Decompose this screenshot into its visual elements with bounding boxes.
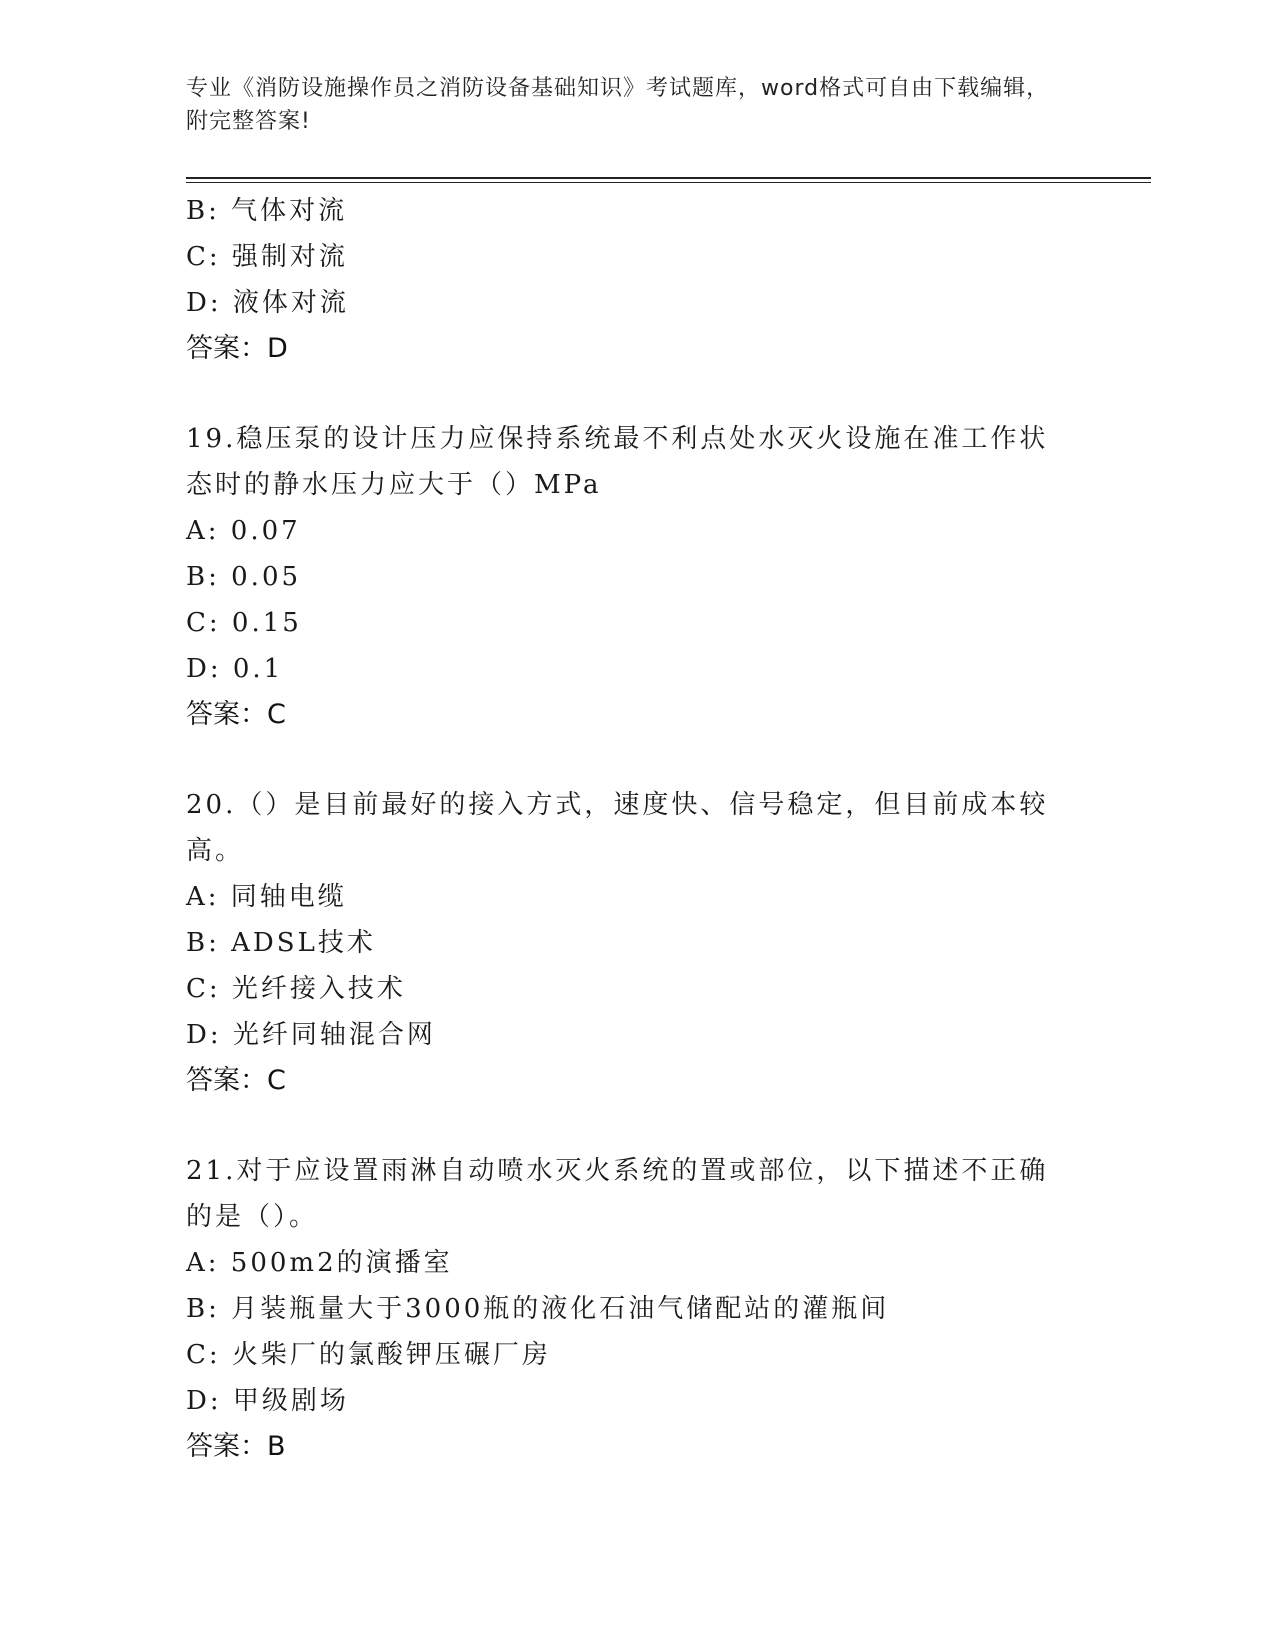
- question-stem: 19.稳压泵的设计压力应保持系统最不利点处水灭火设施在准工作状态时的静水压力应大于（）MPa: [186, 424, 1049, 500]
- option-d: D: 光纤同轴混合网: [186, 1020, 436, 1050]
- answer-line: 答案：C: [186, 1065, 286, 1096]
- carryover-question: [186, 188, 1066, 372]
- question-21: [186, 1148, 1066, 1470]
- question-list: [186, 188, 1066, 1470]
- option-a: A: 500m2的演播室: [186, 1248, 453, 1278]
- option-a: A: 同轴电缆: [186, 882, 347, 912]
- question-stem: 20.（）是目前最好的接入方式，速度快、信号稳定，但目前成本较高。: [186, 790, 1049, 866]
- option-c: C: 火柴厂的氯酸钾压碾厂房: [186, 1340, 551, 1370]
- option-d: D: 液体对流: [186, 288, 349, 318]
- option-d: D: 0.1: [186, 654, 284, 684]
- option-c: C: 光纤接入技术: [186, 974, 406, 1004]
- question-20: [186, 782, 1066, 1104]
- header-divider-thick: [186, 177, 1151, 179]
- document-header: 专业《消防设施操作员之消防设备基础知识》考试题库，word格式可自由下载编辑，附完整答案!: [186, 76, 1050, 134]
- answer-line: 答案：D: [186, 333, 288, 364]
- question-19: [186, 416, 1066, 738]
- option-b: B: 气体对流: [186, 196, 348, 226]
- question-stem: 21.对于应设置雨淋自动喷水灭火系统的置或部位，以下描述不正确的是（）。: [186, 1156, 1049, 1232]
- option-b: B: ADSL技术: [186, 928, 376, 958]
- option-a: A: 0.07: [186, 516, 301, 546]
- option-c: C: 0.15: [186, 608, 302, 638]
- option-b: B: 月装瓶量大于3000瓶的液化石油气储配站的灌瓶间: [186, 1294, 890, 1324]
- option-d: D: 甲级剧场: [186, 1386, 349, 1416]
- option-c: C: 强制对流: [186, 242, 348, 272]
- answer-line: 答案：C: [186, 699, 286, 730]
- answer-line: 答案：B: [186, 1431, 286, 1462]
- header-divider-thin: [186, 182, 1151, 183]
- option-b: B: 0.05: [186, 562, 302, 592]
